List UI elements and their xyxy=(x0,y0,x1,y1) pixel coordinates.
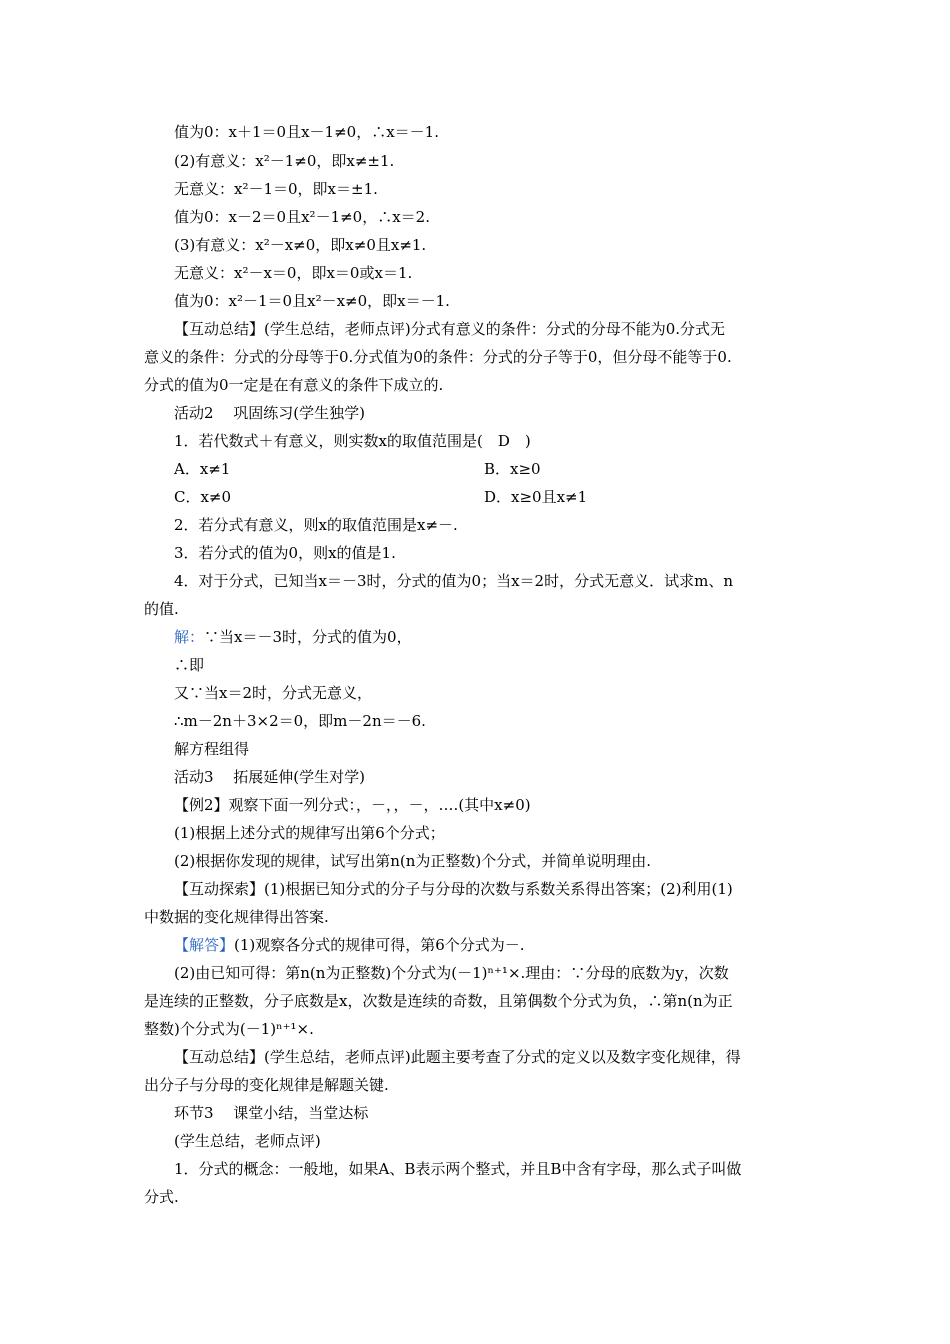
explore-line: 中数据的变化规律得出答案. xyxy=(144,908,329,926)
section-heading: 环节3 课堂小结，当堂达标 xyxy=(174,1104,369,1122)
summary-line: 意义的条件：分式的分母等于0.分式值为0的条件：分式的分子等于0，但分母不能等于0. xyxy=(144,348,732,366)
question-4-cont: 的值. xyxy=(144,600,179,618)
solution-label: 解： xyxy=(174,628,205,646)
example-line: (1)根据上述分式的规律写出第6个分式； xyxy=(174,824,445,842)
solution-text: ∵当x＝－3时，分式的值为0， xyxy=(204,628,412,646)
answer-line: (2)由已知可得：第n(n为正整数)个分式为(－1)ⁿ⁺¹×.理由：∵分母的底数为y，次数 xyxy=(174,964,729,982)
explore-line: 【互动探索】(1)根据已知分式的分子与分母的次数与系数关系得出答案；(2)利用(1) xyxy=(174,880,733,898)
answer-line: 整数)个分式为(－1)ⁿ⁺¹×. xyxy=(144,1020,314,1038)
answer-text: (1)观察各分式的规律可得，第6个分式为－. xyxy=(234,936,525,954)
summary-line: 分式的值为0一定是在有意义的条件下成立的. xyxy=(144,376,444,394)
solution-line: 解方程组得 xyxy=(174,740,250,758)
text-line: 值为0：x－2＝0且x²－1≠0，∴x＝2. xyxy=(174,208,430,226)
summary-line: 【互动总结】(学生总结，老师点评)此题主要考查了分式的定义以及数字变化规律，得 xyxy=(174,1048,741,1066)
section-heading: 活动2 巩固练习(学生独学) xyxy=(174,404,366,422)
text-line: 值为0：x²－1＝0且x²－x≠0，即x＝－1. xyxy=(174,292,450,310)
question-1: 1．若代数式＋有意义，则实数x的取值范围是( D ) xyxy=(174,432,531,450)
text-line: (2)有意义：x²－1≠0，即x≠±1. xyxy=(174,152,395,170)
solution-line xyxy=(174,627,412,647)
question-3: 3．若分式的值为0，则x的值是1. xyxy=(174,544,396,562)
text-line: 分式. xyxy=(144,1188,179,1206)
option-b: B．x≥0 xyxy=(484,460,541,478)
summary-line: 【互动总结】(学生总结，老师点评)分式有意义的条件：分式的分母不能为0.分式无 xyxy=(174,320,726,338)
question-2: 2．若分式有意义，则x的取值范围是x≠－. xyxy=(174,516,458,534)
solution-line: 又∵当x＝2时，分式无意义， xyxy=(174,684,373,702)
solution-line: ∴m－2n＋3×2＝0，即m－2n＝－6. xyxy=(174,712,426,730)
text-line: 无意义：x²－x＝0，即x＝0或x＝1. xyxy=(174,264,413,282)
question-4: 4．对于分式，已知当x＝－3时，分式的值为0；当x＝2时，分式无意义．试求m、n xyxy=(174,572,733,590)
section-heading: 活动3 拓展延伸(学生对学) xyxy=(174,768,366,786)
text-line: (学生总结，老师点评) xyxy=(174,1132,321,1150)
text-line: (3)有意义：x²－x≠0，即x≠0且x≠1. xyxy=(174,236,427,254)
answer-line xyxy=(174,935,525,955)
option-d: D．x≥0且x≠1 xyxy=(484,488,588,506)
option-c: C．x≠0 xyxy=(174,488,232,506)
solution-line: ∴即 xyxy=(174,656,205,674)
example-line: (2)根据你发现的规律，试写出第n(n为正整数)个分式，并简单说明理由. xyxy=(174,852,652,870)
example-line: 【例2】观察下面一列分式：，－，，－，….(其中x≠0) xyxy=(174,796,531,814)
option-a: A．x≠1 xyxy=(174,460,231,478)
answer-label: 【解答】 xyxy=(174,936,235,954)
summary-line: 出分子与分母的变化规律是解题关键. xyxy=(144,1076,389,1094)
text-line: 1．分式的概念：一般地，如果A、B表示两个整式，并且B中含有字母，那么式子叫做 xyxy=(174,1160,742,1178)
answer-line: 是连续的正整数，分子底数是x，次数是连续的奇数，且第偶数个分式为负，∴第n(n为正 xyxy=(144,992,733,1010)
text-line: 无意义：x²－1＝0，即x＝±1. xyxy=(174,180,378,198)
text-line: 值为0：x＋1＝0且x－1≠0，∴x＝－1. xyxy=(174,123,439,141)
